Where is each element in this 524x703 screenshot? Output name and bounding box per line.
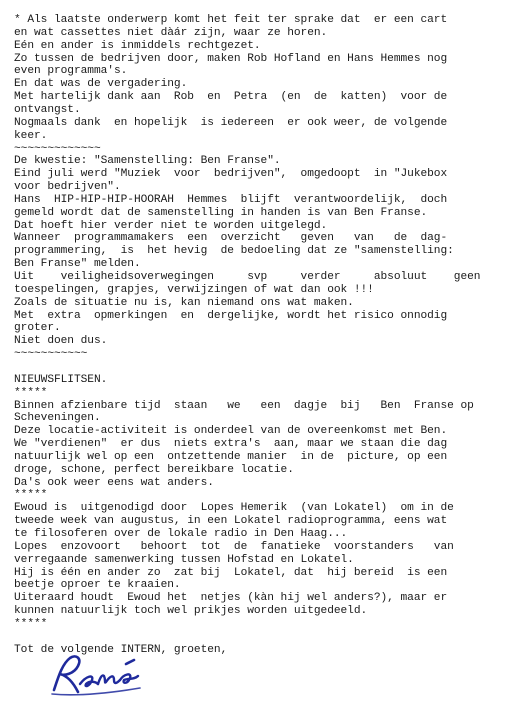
- text-line: We "verdienen" er dus niets extra's aan, maar we staan die dag: [14, 438, 448, 451]
- text-line: groter.: [14, 322, 61, 335]
- text-line: Tot de volgende INTERN, groeten,: [14, 643, 228, 656]
- text-line: Met extra opmerkingen en dergelijke, wordt het risico onnodig: [14, 309, 448, 322]
- text-line: *****: [14, 489, 48, 502]
- text-line: *****: [14, 386, 48, 399]
- text-line: *****: [14, 617, 48, 630]
- text-line: te filosoferen over de lokale radio in Den Haag...: [14, 528, 348, 540]
- text-line: en wat cassettes niet dàár zijn, waar ze horen.: [14, 26, 328, 39]
- text-line: Lopes enzovoort behoort tot de fanatieke voorstanders van: [14, 540, 454, 553]
- text-line: droge, schone, perfect bereikbare locatie.: [14, 463, 294, 476]
- text-line: * Als laatste onderwerp komt het feit ter sprake dat er een cart: [14, 14, 448, 26]
- text-line: Wanneer programmamakers een overzicht geven van de dag-: [14, 232, 448, 245]
- text-line: gemeld wordt dat de samenstelling in handen is van Ben Franse.: [14, 206, 428, 219]
- text-line: verregaande samenwerking tussen Hofstad en Lokatel.: [14, 553, 354, 566]
- text-line: ~~~~~~~~~~~~~: [14, 142, 101, 155]
- text-line: ontvangst.: [14, 103, 81, 116]
- text-line: Eind juli werd "Muziek voor bedrijven", omgedoopt in "Jukebox: [14, 168, 448, 181]
- text-line: Niet doen dus.: [14, 335, 108, 348]
- text-line: keer.: [14, 129, 48, 142]
- text-line: Zo tussen de bedrijven door, maken Rob Hofland en Hans Hemmes nog: [14, 52, 448, 65]
- text-line: Zoals de situatie nu is, kan niemand ons wat maken.: [14, 296, 354, 309]
- text-line: Dat hoeft hier verder niet te worden uitgelegd.: [14, 219, 328, 232]
- signature-rene: [44, 650, 154, 698]
- text-line: toespelingen, grapjes, verwijzingen of wat dan ook !!!: [14, 283, 374, 296]
- text-line: Da's ook weer eens wat anders.: [14, 476, 214, 489]
- text-line: programmering, is het hevig de bedoeling dat ze "samenstelling:: [14, 245, 454, 258]
- text-line: Hij is één en ander zo zat bij Lokatel, dat hij bereid is een: [14, 566, 448, 579]
- text-line: Uit veiligheidsoverwegingen svp verder absoluut geen: [14, 271, 481, 283]
- text-line: tweede week van augustus, in een Lokatel radioprogramma, eens wat: [14, 515, 448, 528]
- text-line: Scheveningen.: [14, 412, 101, 425]
- text-line: NIEUWSFLITSEN.: [14, 373, 108, 386]
- text-line: natuurlijk wel op een ontzettende manier in de picture, op een: [14, 450, 448, 463]
- text-line: ~~~~~~~~~~~: [14, 348, 88, 361]
- text-line: De kwestie: "Samenstelling: Ben Franse".: [14, 155, 281, 168]
- text-line: Ben Franse" melden.: [14, 258, 141, 271]
- text-line: Met hartelijk dank aan Rob en Petra (en de katten) voor de: [14, 91, 448, 104]
- text-line: Binnen afzienbare tijd staan we een dagje bij Ben Franse op: [14, 399, 474, 412]
- text-line: Deze locatie-activiteit is onderdeel van de overeenkomst met Ben.: [14, 425, 448, 438]
- text-line: kunnen natuurlijk toch wel prikjes worden uitgedeeld.: [14, 605, 368, 618]
- text-line: Eén en ander is inmiddels rechtgezet.: [14, 39, 261, 52]
- text-line: voor bedrijven".: [14, 181, 121, 194]
- text-line: Ewoud is uitgenodigd door Lopes Hemerik (van Lokatel) om in de: [14, 502, 454, 515]
- text-line: Uiteraard houdt Ewoud het netjes (kàn hij wel anders?), maar er: [14, 592, 448, 605]
- text-line: Nogmaals dank en hopelijk is iedereen er ook weer, de volgende: [14, 116, 448, 129]
- text-line: Hans HIP-HIP-HIP-HOORAH Hemmes blijft verantwoordelijk, doch: [14, 193, 448, 206]
- text-line: En dat was de vergadering.: [14, 78, 188, 91]
- text-line: beetje oproer te kraaien.: [14, 579, 181, 592]
- text-line: even programma's.: [14, 65, 128, 78]
